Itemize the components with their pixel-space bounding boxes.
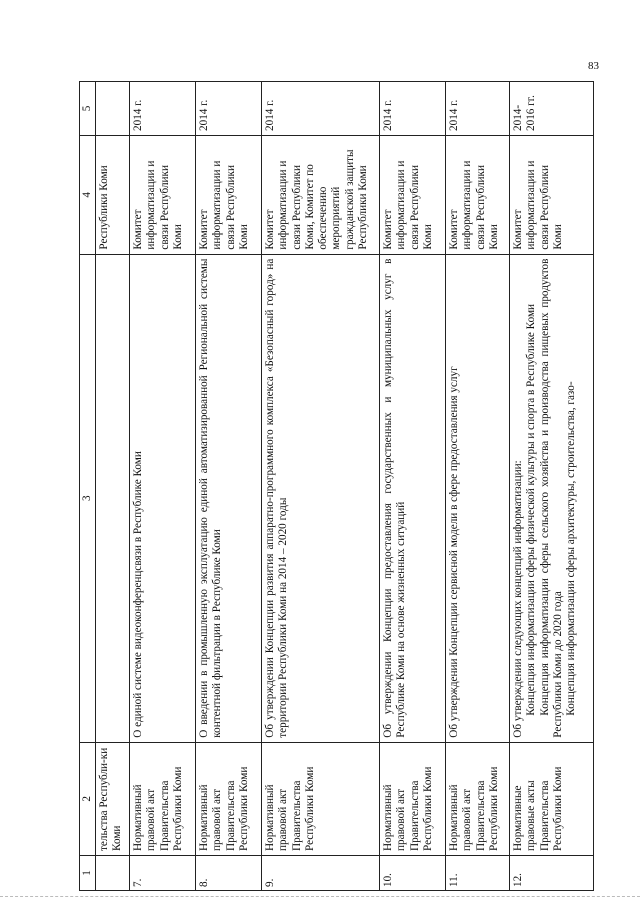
cont-title bbox=[96, 254, 130, 742]
cont-executor: Республики Коми bbox=[96, 135, 130, 254]
sub-item: Концепция информатизации сферы сельского хозяйства и производства пищевых продуктов Республики Коми до 2020 года bbox=[538, 258, 564, 738]
row-executor: Комитет информатизации и связи Республики Коми bbox=[196, 135, 262, 254]
row-title-multi bbox=[510, 254, 594, 742]
header-col-5: 5 bbox=[80, 82, 96, 136]
row-term: 2014 г. bbox=[196, 82, 262, 136]
cont-no bbox=[96, 855, 130, 890]
row-term: 2014 г. bbox=[380, 82, 446, 136]
row-term: 2014 г. bbox=[130, 82, 196, 136]
row-term: 2014-2016 гг. bbox=[510, 82, 594, 136]
plan-table bbox=[79, 81, 594, 891]
row-term: 2014 г. bbox=[262, 82, 380, 136]
row-title: Об утверждении Концепции сервисной модели в сфере предоставления услуг bbox=[446, 254, 510, 742]
table-row bbox=[446, 82, 510, 891]
row-title: О введении в промышленную эксплуатацию единой автоматизированной Региональной системы контентной фильтрации в Республике Коми bbox=[196, 254, 262, 742]
header-col-3: 3 bbox=[80, 254, 96, 742]
row-doc-type: Нормативный правовой акт Правительства Республики Коми bbox=[130, 742, 196, 855]
scan-edge-line bbox=[0, 896, 640, 898]
table-row bbox=[196, 82, 262, 891]
row-executor: Комитет информатизации и связи Республики Коми bbox=[380, 135, 446, 254]
row-no: 10. bbox=[380, 855, 446, 890]
row-no: 9. bbox=[262, 855, 380, 890]
row-no: 8. bbox=[196, 855, 262, 890]
header-col-1: 1 bbox=[80, 855, 96, 890]
cont-term bbox=[96, 82, 130, 136]
row-executor: Комитет информатизации и связи Республики Коми bbox=[510, 135, 594, 254]
row-title: Об утверждении следующих концепций информатизации: bbox=[512, 460, 525, 738]
row-doc-type: Нормативный правовой акт Правительства Республики Коми bbox=[380, 742, 446, 855]
row-title: О единой системе видеоконференцсвязи в Республике Коми bbox=[130, 254, 196, 742]
page-number: 83 bbox=[588, 60, 599, 72]
row-no: 11. bbox=[446, 855, 510, 890]
table-row bbox=[510, 82, 594, 891]
sub-item: Концепция информатизации сферы физической культуры и спорта в Республике Коми bbox=[525, 303, 538, 716]
row-executor: Комитет информатизации и связи Республики Коми, Комитет по обеспечению мероприятий гражданской защиты Республики Коми bbox=[262, 135, 380, 254]
row-title: Об утверждении Концепции развития аппаратно-программного комплекса «Безопасный город» на территории Республики Коми на 2014 – 2020 годы bbox=[262, 254, 380, 742]
table-row bbox=[380, 82, 446, 891]
rotated-page bbox=[79, 81, 584, 891]
continuation-row bbox=[96, 82, 130, 891]
sub-item: Концепция информатизации сферы архитектуры, строительства, газо- bbox=[565, 381, 578, 716]
row-doc-type: Нормативные правовые акты Правительства Республики Коми bbox=[510, 742, 594, 855]
header-row bbox=[80, 82, 96, 891]
row-executor: Комитет информатизации и связи Республики Коми bbox=[130, 135, 196, 254]
row-doc-type: Нормативный правовой акт Правительства Республики Коми bbox=[262, 742, 380, 855]
table-row bbox=[262, 82, 380, 891]
row-no: 7. bbox=[130, 855, 196, 890]
row-no: 12. bbox=[510, 855, 594, 890]
row-doc-type: Нормативный правовой акт Правительства Республики Коми bbox=[196, 742, 262, 855]
header-col-2: 2 bbox=[80, 742, 96, 855]
header-col-4: 4 bbox=[80, 135, 96, 254]
table-row bbox=[130, 82, 196, 891]
cont-doc-type: тельства Республи-ки Коми bbox=[96, 742, 130, 855]
row-title: Об утверждении Концепции предоставления государственных и муниципальных услуг в Республике Коми на основе жизненных ситуаций bbox=[380, 254, 446, 742]
row-doc-type: Нормативный правовой акт Правительства Республики Коми bbox=[446, 742, 510, 855]
row-executor: Комитет информатизации и связи Республики Коми bbox=[446, 135, 510, 254]
row-term: 2014 г. bbox=[446, 82, 510, 136]
